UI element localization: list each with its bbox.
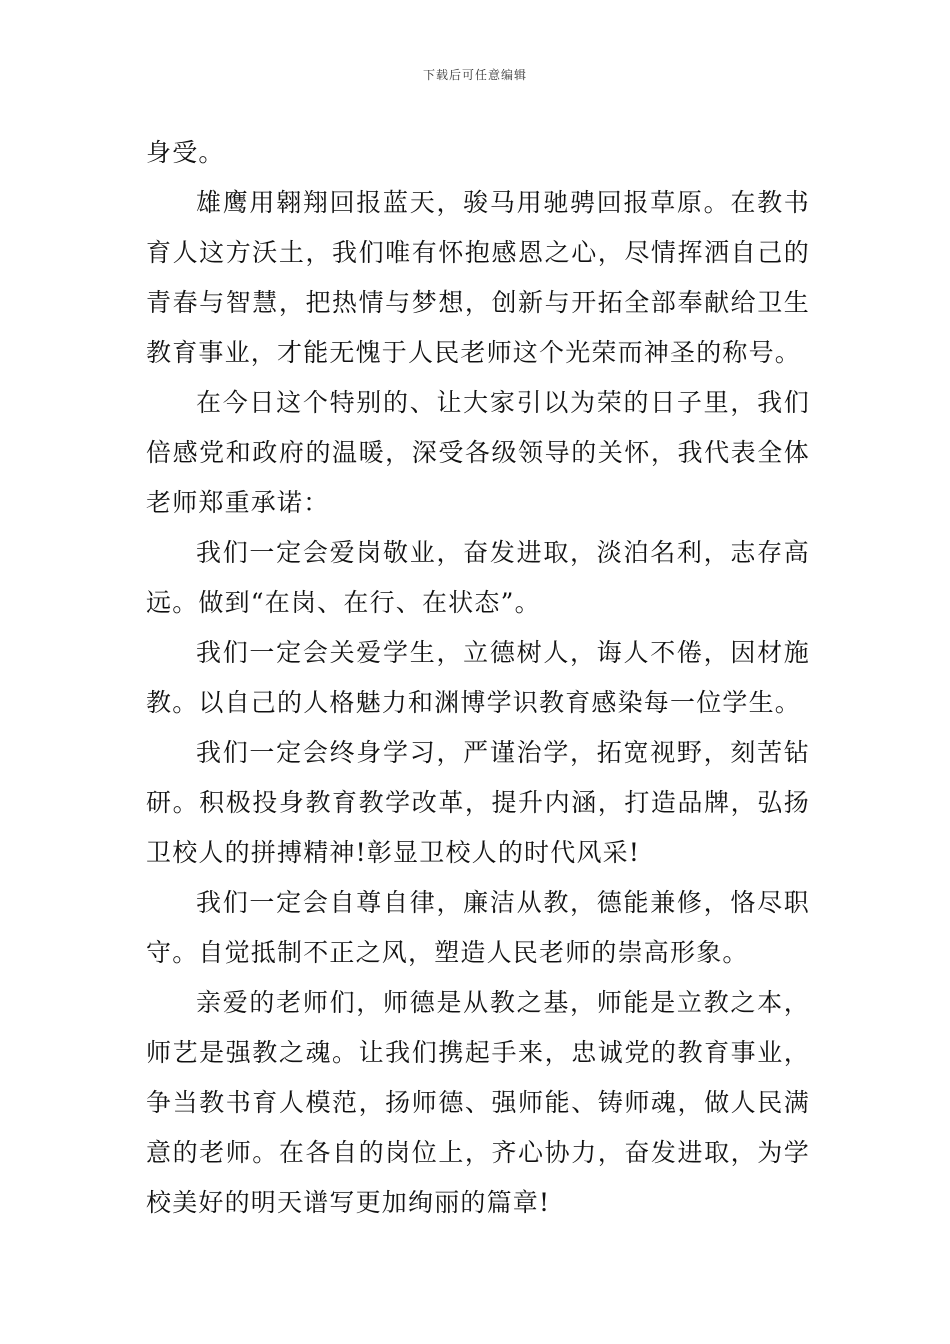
paragraph: 我们一定会关爱学生，立德树人，诲人不倦，因材施教。以自己的人格魅力和渊博学识教育感染每一位学生。 xyxy=(146,638,810,717)
paragraph: 亲爱的老师们，师德是从教之基，师能是立教之本，师艺是强教之魂。让我们携起手来，忠诚党的教育事业，争当教书育人模范，扬师德、强师能、铸师魂，做人民满意的老师。在各自的岗位上，齐心协力，奋发进取，为学校美好的明天谱写更加绚丽的篇章! xyxy=(146,988,810,1217)
paragraph: 我们一定会终身学习，严谨治学，拓宽视野，刻苦钻研。积极投身教育教学改革，提升内涵，打造品牌，弘扬卫校人的拼搏精神!彰显卫校人的时代风采! xyxy=(146,738,810,867)
page-header: 下载后可任意编辑 xyxy=(422,68,527,82)
paragraph: 我们一定会爱岗敬业，奋发进取，淡泊名利，志存高远。做到“在岗、在行、在状态”。 xyxy=(146,538,810,617)
document-body xyxy=(146,128,810,1228)
paragraph: 我们一定会自尊自律，廉洁从教，德能兼修，恪尽职守。自觉抵制不正之风，塑造人民老师的崇高形象。 xyxy=(146,888,810,967)
paragraph-continuation: 身受。 xyxy=(146,138,225,167)
paragraph: 在今日这个特别的、让大家引以为荣的日子里，我们倍感党和政府的温暖，深受各级领导的关怀，我代表全体老师郑重承诺： xyxy=(146,388,810,517)
paragraph: 雄鹰用翱翔回报蓝天，骏马用驰骋回报草原。在教书育人这方沃土，我们唯有怀抱感恩之心，尽情挥洒自己的青春与智慧，把热情与梦想，创新与开拓全部奉献给卫生教育事业，才能无愧于人民老师这个光荣而神圣的称号。 xyxy=(146,188,810,367)
